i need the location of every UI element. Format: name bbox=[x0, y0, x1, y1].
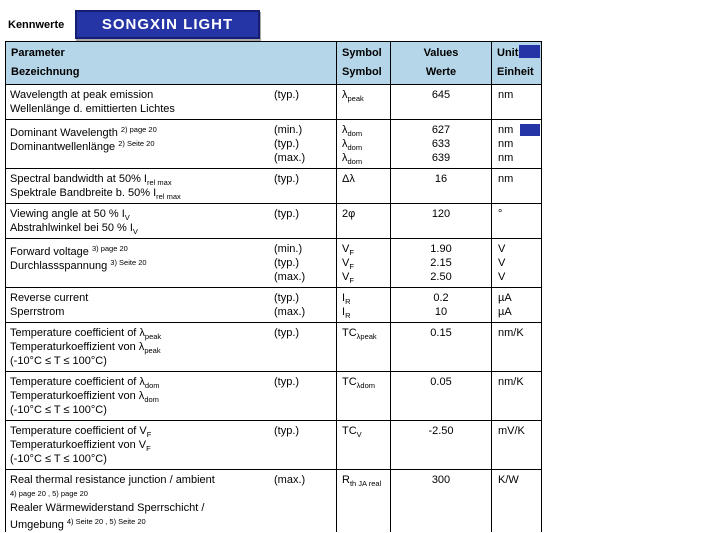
unit-cell bbox=[491, 288, 541, 322]
unit-cell bbox=[491, 120, 541, 168]
unit-cell bbox=[491, 85, 541, 119]
table-row bbox=[6, 322, 541, 371]
symbol-cell bbox=[336, 204, 390, 238]
parameter-text: Forward voltage $^{3) page 20}$ bbox=[10, 244, 128, 258]
symbol-text: 2φ bbox=[342, 208, 356, 220]
unit-cell bbox=[491, 169, 541, 203]
value-text: 645 bbox=[431, 89, 451, 101]
unit-text: nm/K bbox=[498, 376, 524, 388]
unit-text: µA bbox=[498, 306, 512, 318]
unit-text: nm bbox=[498, 173, 514, 185]
table-row bbox=[6, 420, 541, 469]
unit-text: ° bbox=[498, 208, 503, 220]
parameter-cell bbox=[6, 323, 270, 371]
value-text: 300 bbox=[431, 474, 451, 486]
unit-cell bbox=[491, 204, 541, 238]
table-row bbox=[6, 371, 541, 420]
parameter-text: Reverse current bbox=[10, 292, 89, 304]
parameter-text: Spectral bandwidth at 50% $I_{rel max}$ bbox=[10, 173, 172, 187]
unit-text: K/W bbox=[498, 474, 519, 486]
values-cell bbox=[390, 239, 491, 287]
parameter-text: Dominant Wavelength $^{2) page 20}$ bbox=[10, 125, 157, 139]
unit-text: V bbox=[498, 243, 506, 255]
condition-text: (typ.) bbox=[274, 173, 300, 185]
parameter-text: Temperature coefficient of $\lambda_{dom}$ bbox=[10, 376, 160, 390]
table-header bbox=[6, 42, 541, 84]
redaction-mark bbox=[520, 124, 540, 136]
symbol-text: $R_{th JA real}$ bbox=[342, 474, 382, 488]
condition-text: (typ.) bbox=[274, 376, 300, 388]
redaction-mark bbox=[519, 45, 540, 58]
header-symbol-cell bbox=[336, 42, 390, 84]
values-cell bbox=[390, 169, 491, 203]
unit-cell bbox=[491, 372, 541, 420]
unit-cell bbox=[491, 470, 541, 532]
condition-text: (typ.) bbox=[274, 208, 300, 220]
table-row bbox=[6, 84, 541, 119]
parameter-text: (-10°C ≤ T ≤ 100°C) bbox=[10, 404, 107, 416]
parameter-text: Sperrstrom bbox=[10, 306, 65, 318]
values-cell bbox=[390, 372, 491, 420]
parameter-text: Spektrale Bandbreite b. 50% $I_{rel max}$ bbox=[10, 187, 181, 201]
value-text: 633 bbox=[431, 138, 451, 150]
values-cell bbox=[390, 288, 491, 322]
unit-text: µA bbox=[498, 292, 512, 304]
condition-cell bbox=[270, 204, 336, 238]
condition-text: (max.) bbox=[274, 152, 306, 164]
parameter-text: (-10°C ≤ T ≤ 100°C) bbox=[10, 453, 107, 465]
symbol-cell bbox=[336, 169, 390, 203]
value-text: 627 bbox=[431, 124, 451, 136]
symbol-cell bbox=[336, 239, 390, 287]
symbol-cell bbox=[336, 288, 390, 322]
parameter-text: 4) page 20 , 5) page 20 bbox=[10, 489, 88, 498]
values-cell bbox=[390, 120, 491, 168]
symbol-cell bbox=[336, 323, 390, 371]
unit-text: nm/K bbox=[498, 327, 524, 339]
header-values-de: Werte bbox=[425, 66, 457, 78]
header-unit-de: Einheit bbox=[497, 66, 534, 78]
unit-text: nm bbox=[498, 152, 514, 164]
value-text: 0.05 bbox=[430, 376, 452, 388]
parameter-cell bbox=[6, 120, 270, 168]
condition-text: (typ.) bbox=[274, 89, 300, 101]
parameter-text: Temperature coefficient of $V_F$ bbox=[10, 425, 152, 439]
unit-cell bbox=[491, 421, 541, 469]
symbol-text: $TC_V$ bbox=[342, 425, 362, 439]
parameter-text: Temperature coefficient of $\lambda_{peak}$ bbox=[10, 327, 162, 341]
brand-logo-text: SONGXIN LIGHT bbox=[101, 16, 234, 33]
symbol-text: $TC_{\lambda peak}$ bbox=[342, 327, 377, 341]
parameter-text: Real thermal resistance junction / ambient bbox=[10, 474, 215, 486]
value-text: 2.50 bbox=[430, 271, 452, 283]
values-cell bbox=[390, 470, 491, 532]
parameter-text: Wavelength at peak emission bbox=[10, 89, 154, 101]
condition-cell bbox=[270, 421, 336, 469]
condition-text: (min.) bbox=[274, 124, 303, 136]
condition-text: (typ.) bbox=[274, 257, 300, 269]
condition-cell bbox=[270, 323, 336, 371]
parameter-text: Dominantwellenlänge $^{2) Seite 20}$ bbox=[10, 139, 155, 153]
value-text: 10 bbox=[434, 306, 448, 318]
unit-cell bbox=[491, 323, 541, 371]
header-parameter-de: Bezeichnung bbox=[11, 66, 80, 78]
condition-cell bbox=[270, 120, 336, 168]
symbol-text: $V_F$ bbox=[342, 271, 354, 285]
parameter-text: (-10°C ≤ T ≤ 100°C) bbox=[10, 355, 107, 367]
unit-text: V bbox=[498, 257, 506, 269]
symbol-text: $V_F$ bbox=[342, 257, 354, 271]
condition-cell bbox=[270, 85, 336, 119]
unit-text: V bbox=[498, 271, 506, 283]
parameter-cell bbox=[6, 85, 270, 119]
parameter-text: Temperaturkoeffizient von $V_F$ bbox=[10, 439, 151, 453]
header-unit-cell bbox=[491, 42, 541, 84]
symbol-cell bbox=[336, 85, 390, 119]
condition-cell bbox=[270, 372, 336, 420]
parameter-text: Wellenlänge d. emittierten Lichtes bbox=[10, 103, 175, 115]
condition-text: (typ.) bbox=[274, 138, 300, 150]
spec-table bbox=[5, 41, 542, 532]
symbol-cell bbox=[336, 372, 390, 420]
table-row bbox=[6, 203, 541, 238]
value-text: 120 bbox=[431, 208, 451, 220]
unit-text: nm bbox=[492, 123, 541, 137]
symbol-text: $I_R$ bbox=[342, 292, 351, 306]
symbol-text: $TC_{\lambda dom}$ bbox=[342, 376, 376, 390]
header-unit-en: Unit bbox=[497, 47, 519, 59]
condition-text: (max.) bbox=[274, 271, 306, 283]
value-text: 1.90 bbox=[430, 243, 452, 255]
value-text: 0.15 bbox=[430, 327, 452, 339]
header-values-cell bbox=[390, 42, 491, 84]
parameter-cell bbox=[6, 204, 270, 238]
parameter-cell bbox=[6, 470, 270, 532]
header-parameter-en: Parameter bbox=[11, 47, 65, 59]
brand-logo bbox=[75, 10, 260, 39]
value-text: 639 bbox=[431, 152, 451, 164]
condition-text: (typ.) bbox=[274, 425, 300, 437]
parameter-text: Durchlassspannung $^{3) Seite 20}$ bbox=[10, 258, 147, 272]
symbol-cell bbox=[336, 470, 390, 532]
values-cell bbox=[390, 323, 491, 371]
symbol-text: $\lambda_{dom}$ bbox=[342, 138, 363, 152]
table-row bbox=[6, 238, 541, 287]
header-symbol-de: Symbol bbox=[342, 66, 382, 78]
value-text: -2.50 bbox=[428, 425, 454, 437]
condition-text: (typ.) bbox=[274, 327, 300, 339]
parameter-cell bbox=[6, 288, 270, 322]
value-text: 0.2 bbox=[433, 292, 449, 304]
table-body bbox=[6, 84, 541, 532]
parameter-cell bbox=[6, 169, 270, 203]
table-row bbox=[6, 168, 541, 203]
condition-cell bbox=[270, 288, 336, 322]
values-cell bbox=[390, 204, 491, 238]
symbol-text: $I_R$ bbox=[342, 306, 351, 320]
section-title: Kennwerte bbox=[8, 19, 65, 31]
parameter-text: Temperaturkoeffizient von $\lambda_{peak}$ bbox=[10, 341, 161, 355]
unit-text: nm bbox=[498, 89, 514, 101]
parameter-cell bbox=[6, 421, 270, 469]
condition-text: (max.) bbox=[274, 306, 306, 318]
parameter-cell bbox=[6, 239, 270, 287]
symbol-text: Δλ bbox=[342, 173, 355, 185]
symbol-cell bbox=[336, 120, 390, 168]
parameter-cell bbox=[6, 372, 270, 420]
symbol-text: $\lambda_{peak}$ bbox=[342, 89, 364, 103]
values-cell bbox=[390, 421, 491, 469]
parameter-text: Abstrahlwinkel bei 50 % $I_V$ bbox=[10, 222, 138, 236]
symbol-text: $V_F$ bbox=[342, 243, 354, 257]
condition-cell bbox=[270, 169, 336, 203]
parameter-text: Realer Wärmewiderstand Sperrschicht / bbox=[10, 502, 205, 514]
condition-cell bbox=[270, 239, 336, 287]
symbol-text: $\lambda_{dom}$ bbox=[342, 124, 363, 138]
symbol-text: $\lambda_{dom}$ bbox=[342, 152, 363, 166]
unit-text: nm bbox=[498, 138, 514, 150]
unit-cell bbox=[491, 239, 541, 287]
value-text: 2.15 bbox=[430, 257, 452, 269]
unit-text: mV/K bbox=[498, 425, 525, 437]
parameter-text: Viewing angle at 50 % $I_V$ bbox=[10, 208, 130, 222]
value-text: 16 bbox=[434, 173, 448, 185]
condition-text: (min.) bbox=[274, 243, 303, 255]
parameter-text: Umgebung $^{4) Seite 20 , 5) Seite 20}$ bbox=[10, 517, 146, 531]
header-values-en: Values bbox=[423, 47, 459, 59]
table-row bbox=[6, 469, 541, 532]
table-row bbox=[6, 119, 541, 168]
header-parameter-cell bbox=[6, 42, 336, 84]
values-cell bbox=[390, 85, 491, 119]
condition-cell bbox=[270, 470, 336, 532]
table-row bbox=[6, 287, 541, 322]
condition-text: (typ.) bbox=[274, 292, 300, 304]
symbol-cell bbox=[336, 421, 390, 469]
header-symbol-en: Symbol bbox=[342, 47, 382, 59]
parameter-text: Temperaturkoeffizient von $\lambda_{dom}$ bbox=[10, 390, 159, 404]
condition-text: (max.) bbox=[274, 474, 306, 486]
